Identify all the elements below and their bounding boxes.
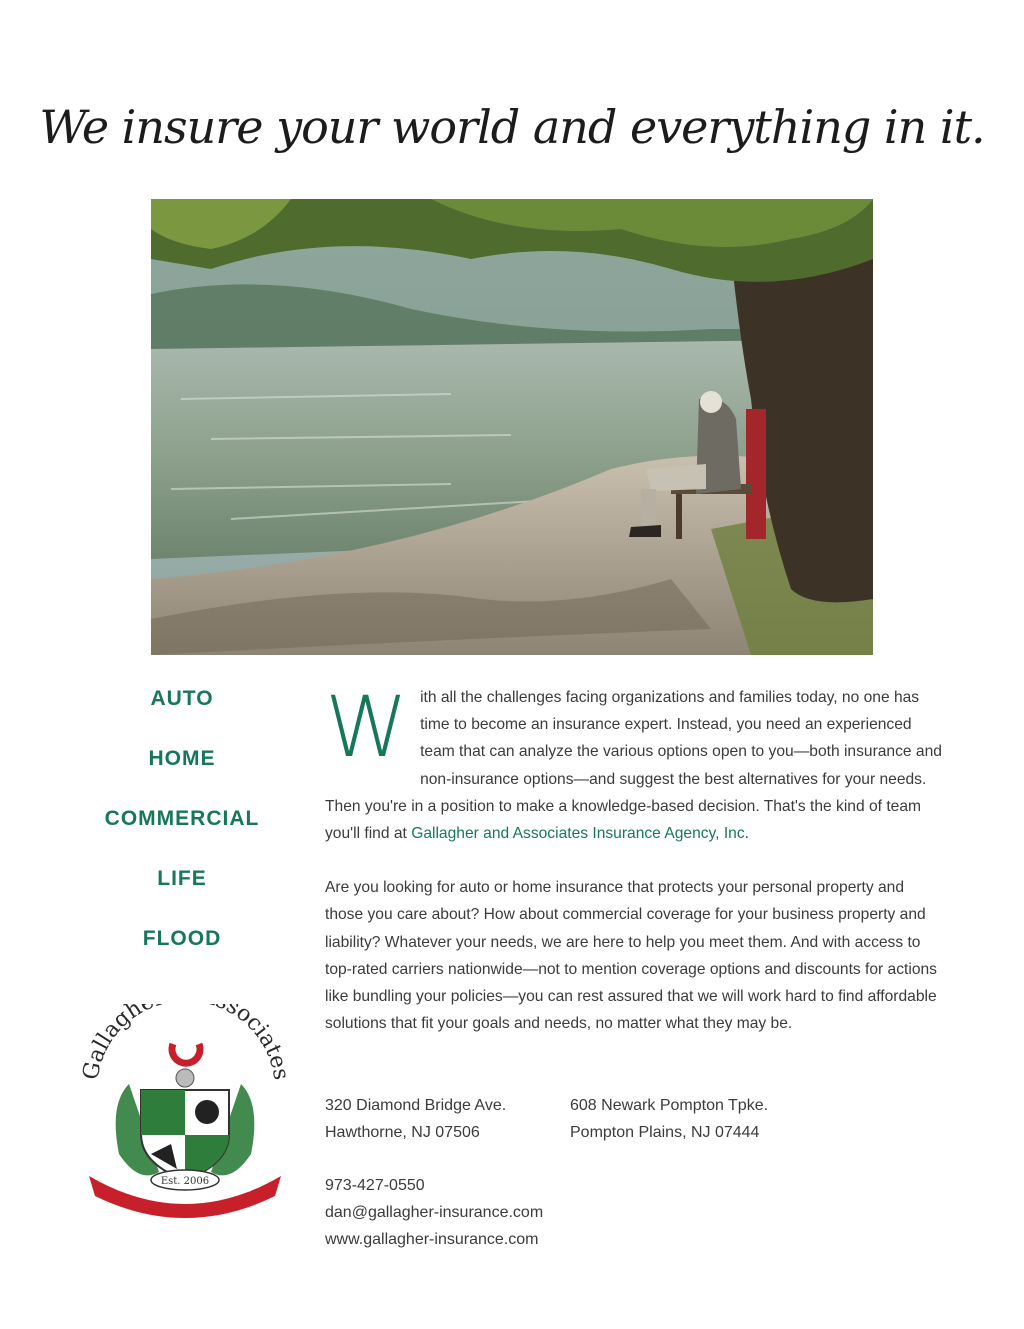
service-flood: FLOOD xyxy=(142,927,222,950)
agency-logo xyxy=(79,1004,291,1230)
coverage-paragraph: Are you looking for auto or home insurance that protects your personal property and those you care about? How about commercial coverage for your business property and liability? Whatever your needs, we are here to help you meet them. And with access to top-rated carriers nationwide—not to mention coverage options and discounts for actions like bundling your policies—you can rest assured that we will work hard to find affordable solutions that fit your goals and needs, no matter what they may be. xyxy=(325,879,937,1033)
website-link[interactable]: www.gallagher-insurance.com xyxy=(325,1231,539,1249)
address-line-2: Hawthorne, NJ 07506 xyxy=(325,1124,480,1142)
service-commercial: COMMERCIAL xyxy=(104,807,260,830)
services-list xyxy=(80,686,284,986)
lakeside-photo xyxy=(151,199,873,655)
phone-number: 973-427-0550 xyxy=(325,1177,425,1194)
address-pompton-plains xyxy=(570,1092,820,1146)
intro-end: . xyxy=(744,825,749,843)
email-address[interactable]: dan@gallagher-insurance.com xyxy=(325,1204,544,1222)
service-home: HOME xyxy=(148,747,216,770)
service-life: LIFE xyxy=(157,867,207,890)
body-copy xyxy=(325,678,945,1064)
address-hawthorne xyxy=(325,1092,575,1146)
intro-text: ith all the challenges facing organizations and families today, no one has time to become an insurance expert. Instead, you need an experienced team that can analyze the various options open to you—both insurance and non-insurance options—and suggest the best alternatives for your needs. Then you're in a position to make a knowledge-based decision. That's the kind of team you'll find at xyxy=(325,689,942,843)
drop-cap: W xyxy=(325,678,409,776)
address-line-1: 320 Diamond Bridge Ave. xyxy=(325,1097,507,1114)
logo-arc-text: Gallagh sociates xyxy=(79,1004,291,1082)
service-auto: AUTO xyxy=(150,687,214,710)
headline: We insure your world and everything in it. xyxy=(39,100,985,154)
intro-paragraph xyxy=(325,678,945,847)
address-line-2: Pompton Plains, NJ 07444 xyxy=(570,1124,760,1142)
logo-est-text: Est. 2006 xyxy=(160,1176,210,1187)
address-line-1: 608 Newark Pompton Tpke. xyxy=(570,1097,769,1114)
contact-info xyxy=(325,1172,725,1254)
agency-name: Gallagher and Associates Insurance Agency, Inc xyxy=(411,825,745,843)
logo-banner-text: INSURANCE AGENCY xyxy=(107,1175,265,1208)
